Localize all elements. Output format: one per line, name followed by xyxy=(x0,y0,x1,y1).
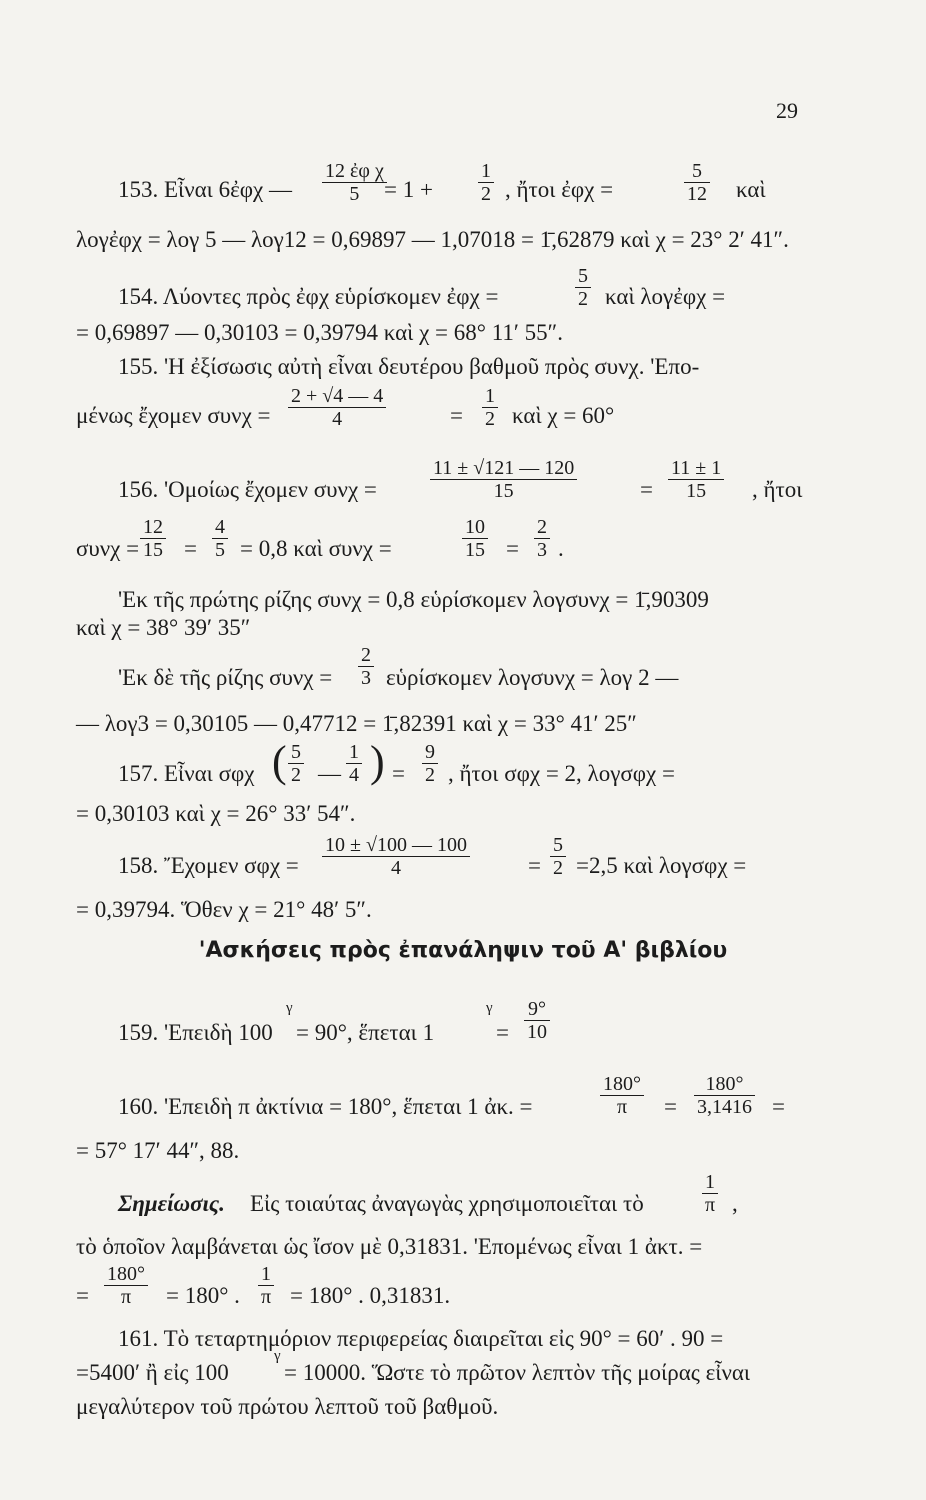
line-157-e: = 0,30103 καὶ χ = 26° 33′ 54″. xyxy=(76,801,356,826)
line-156-h: . xyxy=(558,536,564,561)
line-160-d: = 57° 17′ 44″, 88. xyxy=(76,1138,240,1163)
fraction: $\frac{5}{2}$ xyxy=(288,741,304,786)
gradian-superscript: γ xyxy=(274,1348,281,1364)
line-157-b: — xyxy=(318,761,341,786)
gradian-superscript: γ xyxy=(486,1000,493,1016)
line-160-c: = xyxy=(772,1094,785,1119)
note-line-3-c: = 180° . 0,31831. xyxy=(290,1283,451,1308)
line-153-a: 153. Εἶναι 6ἐφχ — xyxy=(118,177,293,202)
fraction: $\frac{1}{2}$ xyxy=(478,160,494,205)
note-line-1 xyxy=(118,1190,231,1218)
line-158-d: = 0,39794. Ὅθεν χ = 21° 48′ 5″. xyxy=(76,897,372,922)
fraction: $\frac{5}{2}$ xyxy=(550,834,566,879)
line-156-l: εὑρίσκομεν λογσυνχ = λογ 2 — xyxy=(386,665,679,690)
line-158-b: = xyxy=(528,853,541,878)
line-154-a: 154. Λύοντες πρὸς ἐφχ εὑρίσκομεν ἐφχ = xyxy=(118,284,499,309)
line-154-c: = 0,69897 — 0,30103 = 0,39794 καὶ χ = 68° 11′ 55″. xyxy=(76,320,563,345)
line-159-c: = xyxy=(496,1020,509,1045)
line-155-d: καὶ χ = 60° xyxy=(512,403,615,428)
fraction: $\frac{11 \pm 1}{15}$ xyxy=(668,457,724,502)
line-153-e: λογἐφχ = λογ 5 — λογ12 = 0,69897 — 1,07018 = 1̄,62879 καὶ χ = 23° 2′ 41″. xyxy=(76,227,789,252)
line-156-b: = xyxy=(640,477,653,502)
fraction: $\frac{4}{5}$ xyxy=(212,516,228,561)
line-156-c: , ἤτοι xyxy=(752,477,803,502)
gradian-superscript: γ xyxy=(286,1000,293,1016)
line-153-c: , ἤτοι ἐφχ = xyxy=(505,177,614,202)
line-153-d: καὶ xyxy=(736,177,766,202)
fraction: $\frac{9^\circ}{10}$ xyxy=(524,998,550,1043)
right-parenthesis: ) xyxy=(370,737,385,786)
line-156-m: — λογ3 = 0,30105 — 0,47712 = 1̄,82391 καὶ χ = 33° 41′ 25″ xyxy=(76,711,637,736)
line-156-a: 156. 'Ομοίως ἔχομεν συνχ = xyxy=(118,477,377,502)
line-156-e: = xyxy=(184,536,197,561)
fraction: $\frac{5}{12}$ xyxy=(684,160,710,205)
note-line-3-a: = xyxy=(76,1283,89,1308)
fraction: $\frac{10 \pm √100 — 100}{4}$ xyxy=(322,834,470,879)
line-156-k: 'Εκ δὲ τῆς ρίζης συνχ = xyxy=(118,665,333,690)
line-156-i: 'Εκ τῆς πρώτης ρίζης συνχ = 0,8 εὑρίσκομεν λογσυνχ = 1̄,90309 xyxy=(118,587,709,612)
line-155-a: 155. 'Η ἐξίσωσις αὐτὴ εἶναι δευτέρου βαθμοῦ πρὸς συνχ. 'Επο- xyxy=(118,354,700,379)
fraction: $\frac{\text{12 ἐφ χ}}{5}$ xyxy=(322,160,387,205)
fraction: $\frac{1}{4}$ xyxy=(346,741,362,786)
line-155-b: μένως ἔχομεν συνχ = xyxy=(76,403,271,428)
section-title: 'Ασκήσεις πρὸς ἐπανάληψιν τοῦ Α' βιβλίου xyxy=(198,938,728,963)
fraction: $\frac{180^\circ}{\pi}$ xyxy=(600,1073,644,1118)
line-156-f: = 0,8 καὶ συνχ = xyxy=(240,536,392,561)
line-153-b: = 1 + xyxy=(384,177,433,202)
fraction: $\frac{1}{2}$ xyxy=(482,385,498,430)
note-line-1-text: Εἰς τοιαύτας ἀναγωγὰς χρησιμοποιεῖται τὸ xyxy=(250,1191,644,1216)
line-161-b: =5400′ ἢ εἰς 100 xyxy=(76,1360,229,1385)
line-161-c: = 10000. Ὥστε τὸ πρῶτον λεπτὸν τῆς μοίρας εἶναι xyxy=(284,1360,751,1385)
fraction: $\frac{1}{\pi}$ xyxy=(702,1171,718,1216)
left-parenthesis: ( xyxy=(272,737,287,786)
line-158-c: =2,5 καὶ λογσφχ = xyxy=(576,853,747,878)
fraction: $\frac{2 + √4 — 4}{4}$ xyxy=(288,385,386,430)
line-156-g: = xyxy=(506,536,519,561)
line-154-b: καὶ λογἐφχ = xyxy=(605,284,726,309)
line-161-d: μεγαλύτερον τοῦ πρώτου λεπτοῦ τοῦ βαθμοῦ. xyxy=(76,1394,499,1419)
fraction: $\frac{1}{\pi}$ xyxy=(258,1263,274,1308)
note-line-3-b: = 180° . xyxy=(166,1283,240,1308)
line-160-b: = xyxy=(664,1094,677,1119)
line-159-b: = 90°, ἕπεται 1 xyxy=(296,1020,435,1045)
fraction: $\frac{12}{15}$ xyxy=(140,516,166,561)
line-159-a: 159. 'Επειδὴ 100 xyxy=(118,1020,273,1045)
line-160-a: 160. 'Επειδὴ π ἀκτίνια = 180°, ἕπεται 1 ἀκ. = xyxy=(118,1094,533,1119)
line-157-c: = xyxy=(392,761,405,786)
line-161-a: 161. Τὸ τεταρτημόριον περιφερείας διαιρεῖται εἰς 90° = 60′ . 90 = xyxy=(118,1326,724,1351)
fraction: $\frac{2}{3}$ xyxy=(534,516,550,561)
fraction: $\frac{180^\circ}{3,1416}$ xyxy=(694,1073,755,1118)
fraction: $\frac{10}{15}$ xyxy=(462,516,488,561)
line-157-a: 157. Εἶναι σφχ xyxy=(118,761,255,786)
line-157-d: , ἤτοι σφχ = 2, λογσφχ = xyxy=(448,761,675,786)
fraction: $\frac{180^\circ}{\pi}$ xyxy=(104,1263,148,1308)
fraction: $\frac{2}{3}$ xyxy=(358,644,374,689)
note-line-2: τὸ ὁποῖον λαμβάνεται ὡς ἴσον μὲ 0,31831. 'Επομένως εἶναι 1 ἀκτ. = xyxy=(76,1234,703,1259)
note-line-1-end: , xyxy=(732,1191,738,1216)
line-156-j: καὶ χ = 38° 39′ 35″ xyxy=(76,615,251,640)
line-158-a: 158. Ἔχομεν σφχ = xyxy=(118,853,299,878)
note-label: Σημείωσις. xyxy=(118,1191,225,1216)
line-156-d: συνχ = xyxy=(76,536,140,561)
page-number: 29 xyxy=(776,98,798,123)
line-155-c: = xyxy=(450,403,463,428)
fraction: $\frac{9}{2}$ xyxy=(422,741,438,786)
fraction: $\frac{5}{2}$ xyxy=(575,265,591,310)
fraction: $\frac{11 \pm √121 — 120}{15}$ xyxy=(430,457,577,502)
